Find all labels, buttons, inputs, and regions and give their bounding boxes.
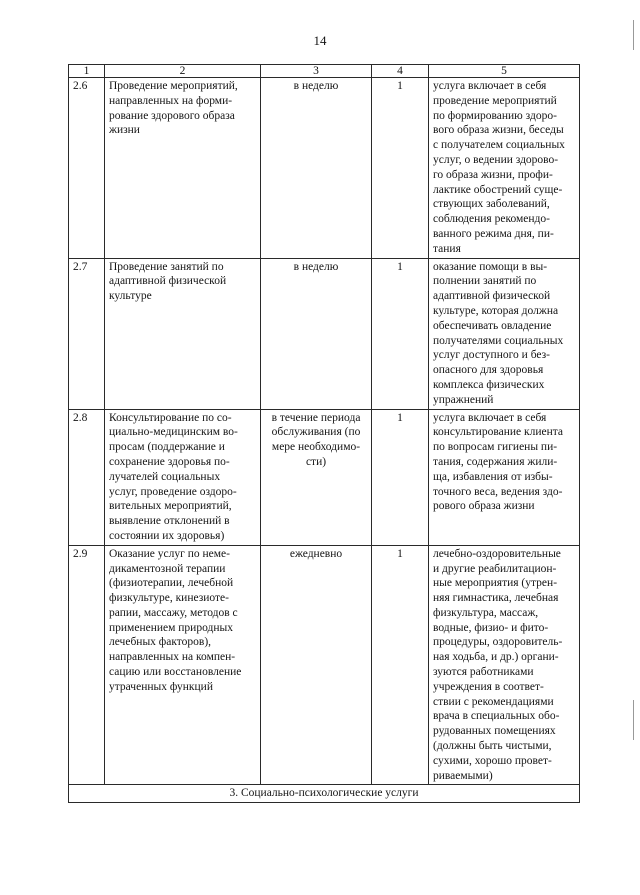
service-description: оказание помощи в вы- полнении занятий по адаптивной физической культуре, которая должна обеспечивать овладение получателями социальных услуг доступного и без- опасного для здоровья комплекса физических упражнений: [429, 258, 580, 409]
service-name: Консультирование по со- циально-медицинским во- просам (поддержание и сохранение здоровья по- лучателей социальных услуг, проведение оздоро- вительных мероприятий, выявление отклонений в состоянии их здоровья): [105, 409, 261, 545]
service-frequency: в неделю: [261, 258, 372, 409]
section-title: 3. Социально-психологические услуги: [69, 785, 580, 803]
scan-edge-mark: [633, 700, 634, 740]
scan-edge-mark: [633, 20, 634, 50]
table-row: [69, 258, 580, 409]
service-quantity: 1: [372, 409, 429, 545]
header-cell: 5: [429, 65, 580, 78]
table-row: [69, 409, 580, 545]
header-row: [69, 65, 580, 78]
table-row: [69, 545, 580, 785]
services-table: [68, 64, 580, 803]
service-frequency: ежедневно: [261, 545, 372, 785]
header-cell: 2: [105, 65, 261, 78]
table-row: [69, 78, 580, 259]
header-cell: 4: [372, 65, 429, 78]
service-description: услуга включает в себя консультирование клиента по вопросам гигиены пи- тания, содержания жили- ща, избавления от избы- точного веса, ведения здо- рового образа жизни: [429, 409, 580, 545]
row-number: 2.8: [69, 409, 105, 545]
service-frequency: в течение периода обслуживания (по мере необходимо- сти): [261, 409, 372, 545]
row-number: 2.6: [69, 78, 105, 259]
section-row: [69, 785, 580, 803]
service-quantity: 1: [372, 258, 429, 409]
row-number: 2.7: [69, 258, 105, 409]
service-description: услуга включает в себя проведение мероприятий по формированию здоро- вого образа жизни, беседы с получателем социальных услуг, о ведении здорово- го образа жизни, профи- лактике обострений суще- ствующих заболеваний, соблюдения рекомендо- ванного режима дня, пи- тания: [429, 78, 580, 259]
service-name: Проведение мероприятий, направленных на форми- рование здорового образа жизни: [105, 78, 261, 259]
service-description: лечебно-оздоровительные и другие реабилитацион- ные мероприятия (утрен- няя гимнастика, лечебная физкультура, массаж, водные, физио- и фито- процедуры, оздоровитель- ная ходьба, и др.) органи- зуются работниками учреждения в соответ- ствии с рекомендациями врача в специальных обо- рудованных помещениях (должны быть чистыми, сухими, хорошо провет- риваемыми): [429, 545, 580, 785]
service-name: Оказание услуг по неме- дикаментозной терапии (физиотерапии, лечебной физкультуре, кинезиоте- рапии, массажу, методов с применением природных лечебных факторов), направленных на компен- сацию или восстановление утраченных функций: [105, 545, 261, 785]
page-number: 14: [313, 33, 327, 48]
header-cell: 1: [69, 65, 105, 78]
header-cell: 3: [261, 65, 372, 78]
service-quantity: 1: [372, 545, 429, 785]
service-name: Проведение занятий по адаптивной физической культуре: [105, 258, 261, 409]
service-quantity: 1: [372, 78, 429, 259]
service-frequency: в неделю: [261, 78, 372, 259]
row-number: 2.9: [69, 545, 105, 785]
